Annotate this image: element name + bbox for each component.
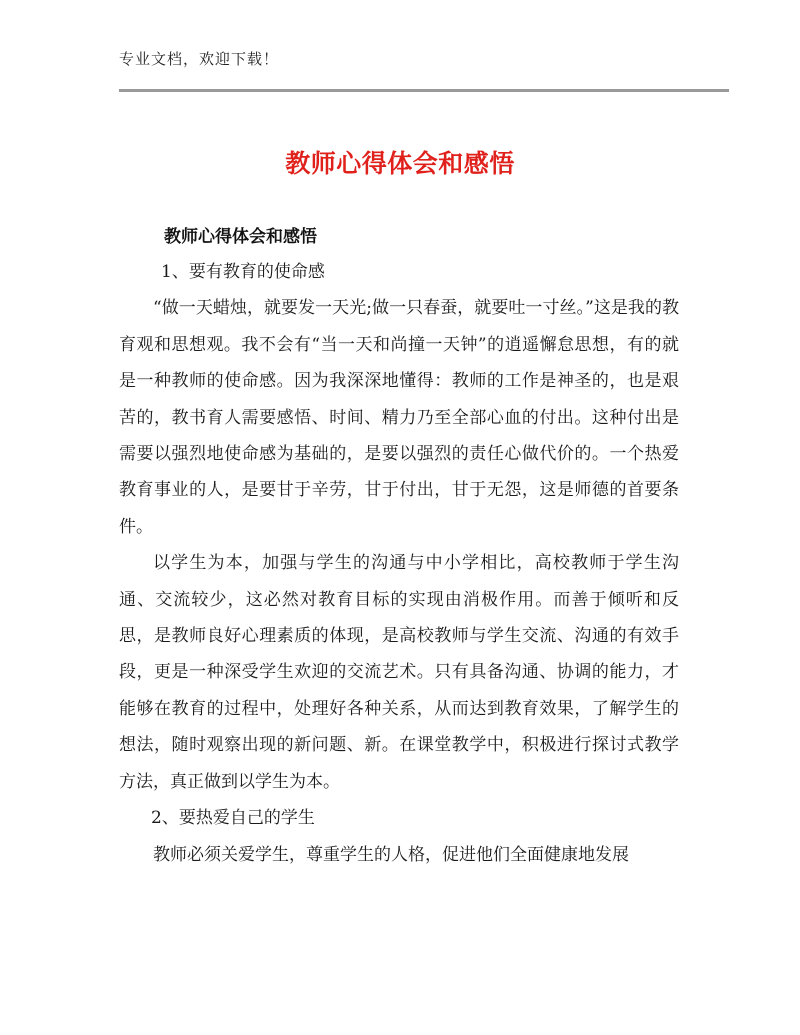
- paragraph-1: “做一天蜡烛，就要发一天光;做一只春蚕，就要吐一寸丝。”这是我的教育观和思想观。我不会有“当一天和尚撞一天钟”的逍遥懈怠思想，有的就是一种教师的使命感。因为我深深地懂得：教师的工作是神圣的，也是艰苦的，教书育人需要感悟、时间、精力乃至全部心血的付出。这种付出是需要以强烈地使命感为基础的，是要以强烈的责任心做代价的。一个热爱教育事业的人，是要甘于辛劳，甘于付出，甘于无怨，这是师德的首要条件。: [119, 298, 679, 537]
- document-title: 教师心得体会和感悟: [285, 149, 515, 178]
- section-heading-1: 1、要有教育的使命感: [161, 262, 325, 282]
- paragraph-2: 以学生为本，加强与学生的沟通与中小学相比，高校教师于学生沟通、交流较少，这必然对教育目标的实现由消极作用。而善于倾听和反思，是教师良好心理素质的体现，是高校教师与学生交流、沟通的有效手段，更是一种深受学生欢迎的交流艺术。只有具备沟通、协调的能力，才能够在教育的过程中，处理好各种关系，从而达到教育效果，了解学生的想法，随时观察出现的新问题、新。在课堂教学中，积极进行探讨式教学方法，真正做到以学生为本。: [119, 553, 679, 792]
- header-text: 专业文档，欢迎下载！: [119, 50, 280, 68]
- section-heading-2: 2、要热爱自己的学生: [151, 808, 315, 829]
- document-body: [119, 254, 679, 873]
- header-divider: [119, 89, 729, 92]
- paragraph-3: 教师必须关爱学生，尊重学生的人格，促进他们全面健康地发展: [153, 844, 629, 865]
- document-subtitle: 教师心得体会和感悟: [164, 227, 317, 247]
